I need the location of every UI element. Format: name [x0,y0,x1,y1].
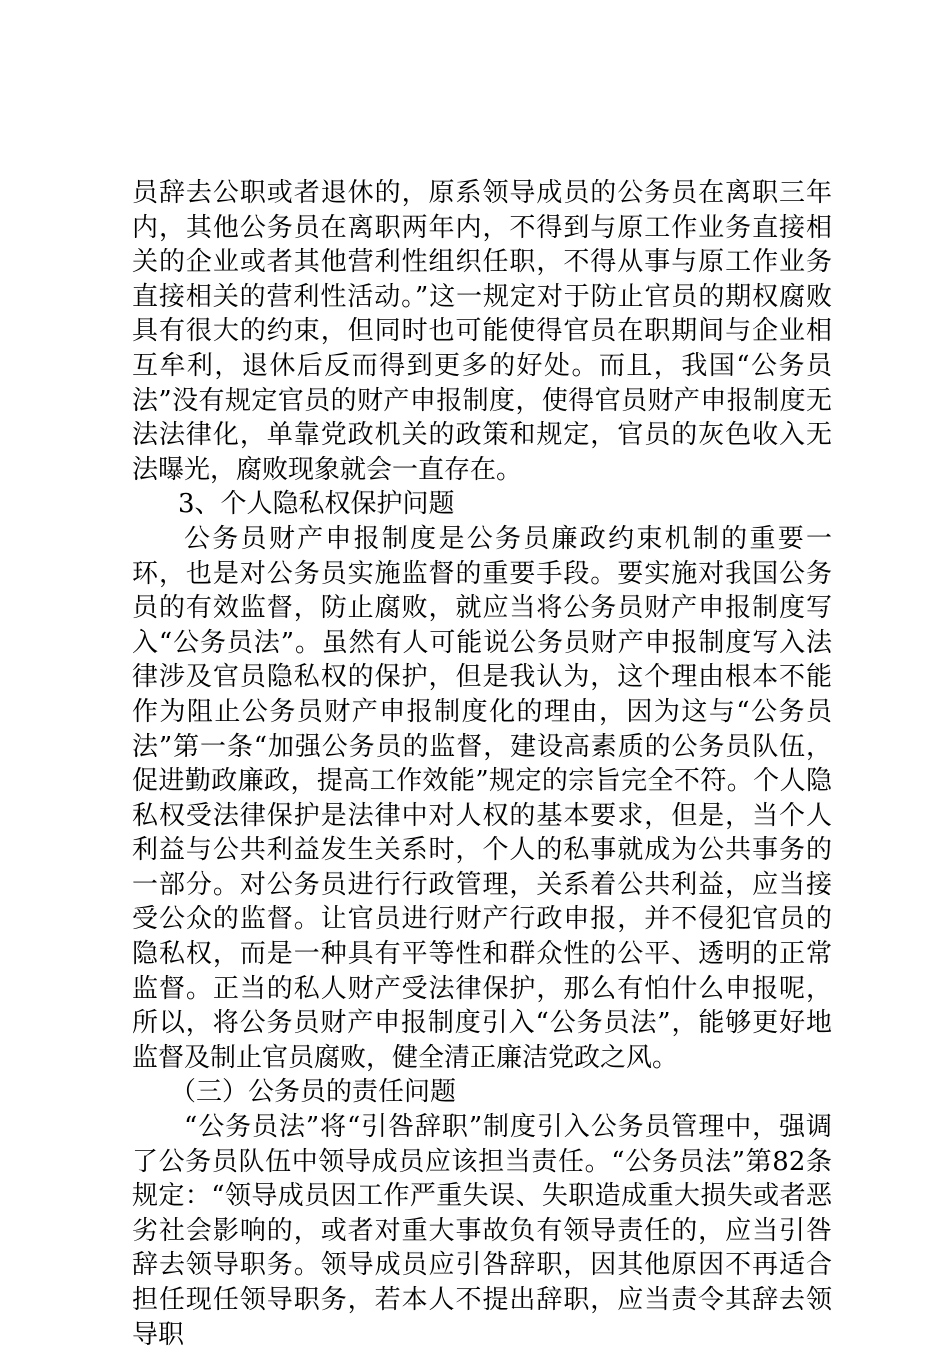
document-body [132,176,832,1352]
section-heading-privacy: 3、个人隐私权保护问题 [178,489,455,520]
section-heading-responsibility: （三）公务员的责任问题 [170,1077,457,1108]
paragraph-responsibility: “公务员法”将“引咎辞职”制度引入公务员管理中，强调了公务员队伍中领导成员应该担当责任。“公务员法”第82条规定：“领导成员因工作严重失误、失职造成重大损失或者恶劣社会影响的，或者对重大事故负有领导责任的，应当引咎辞去领导职务。领导成员应引咎辞职，因其他原因不再适合担任现任领导职务，若本人不提出辞职，应当责令其辞去领导职 [132,1112,832,1350]
paragraph-privacy: 公务员财产申报制度是公务员廉政约束机制的重要一环，也是对公务员实施监督的重要手段。要实施对我国公务员的有效监督，防止腐败，就应当将公务员财产申报制度写入“公务员法”。虽然有人可能说公务员财产申报制度写入法律涉及官员隐私权的保护，但是我认为，这个理由根本不能作为阻止公务员财产申报制度化的理由，因为这与“公务员法”第一条“加强公务员的监督，建设高素质的公务员队伍，促进勤政廉政，提高工作效能”规定的宗旨完全不符。个人隐私权受法律保护是法律中对人权的基本要求，但是，当个人利益与公共利益发生关系时，个人的私事就成为公共事务的一部分。对公务员进行行政管理，关系着公共利益，应当接受公众的监督。让官员进行财产行政申报，并不侵犯官员的隐私权，而是一种具有平等性和群众性的公平、透明的正常监督。正当的私人财产受法律保护，那么有怕什么申报呢，所以，将公务员财产申报制度引入“公务员法”，能够更好地监督及制止官员腐败，健全清正廉洁党政之风。 [132,523,832,1073]
paragraph-continuation: 员辞去公职或者退休的，原系领导成员的公务员在离职三年内，其他公务员在离职两年内，不得到与原工作业务直接相关的企业或者其他营利性组织任职，不得从事与原工作业务直接相关的营利性活动。”这一规定对于防止官员的期权腐败具有很大的约束，但同时也可能使得官员在职期间与企业相互牟利，退休后反而得到更多的好处。而且，我国“公务员法”没有规定官员的财产申报制度，使得官员财产申报制度无法法律化，单靠党政机关的政策和规定，官员的灰色收入无法曝光，腐败现象就会一直存在。 [132,178,832,485]
